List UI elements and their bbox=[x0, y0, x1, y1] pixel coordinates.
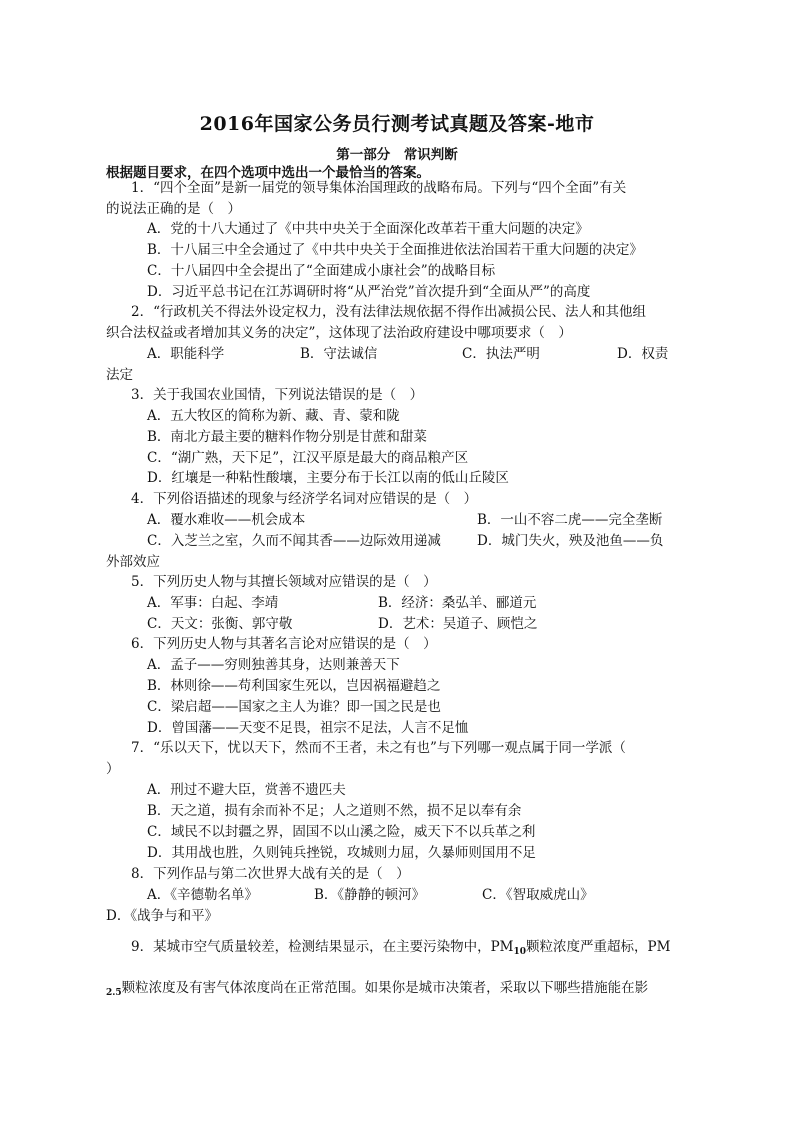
question-2-option-d: D．权责 bbox=[617, 346, 669, 362]
question-4-option-c: C．入芝兰之室，久而不闻其香——边际效用递减 bbox=[147, 533, 441, 549]
question-3-option-b: B．南北方最主要的糖料作物分别是甘蔗和甜菜 bbox=[147, 429, 427, 445]
question-7-option-d: D．其用战也胜，久则钝兵挫锐，攻城则力屈，久暴师则国用不足 bbox=[147, 845, 536, 861]
question-3-stem: 3．关于我国农业国情，下列说法错误的是（ ） bbox=[131, 387, 424, 403]
question-8-option-b: B．《静静的顿河》 bbox=[314, 887, 426, 903]
question-6-stem: 6．下列历史人物与其著名言论对应错误的是（ ） bbox=[131, 636, 437, 652]
question-5-stem: 5．下列历史人物与其擅长领域对应错误的是（ ） bbox=[131, 574, 437, 590]
question-5-option-c: C．天文：张衡、郭守敬 bbox=[147, 616, 293, 632]
question-7-option-a: A．刑过不避大臣，赏善不遗匹夫 bbox=[147, 782, 346, 798]
question-7-stem-cont: ） bbox=[106, 761, 120, 777]
question-3-option-a: A．五大牧区的简称为新、藏、青、蒙和陇 bbox=[147, 408, 400, 424]
question-8-option-a: A．《辛德勒名单》 bbox=[147, 887, 258, 903]
question-4-stem: 4．下列俗语描述的现象与经济学名词对应错误的是（ ） bbox=[131, 491, 478, 507]
question-4-option-d: D．城门失火，殃及池鱼——负 bbox=[477, 533, 664, 549]
question-1-option-c: C．十八届四中全会提出了“全面建成小康社会”的战略目标 bbox=[147, 263, 496, 279]
question-3-option-c: C．“湖广熟，天下足”，江汉平原是最大的商品粮产区 bbox=[147, 450, 469, 466]
pm10-subscript: 10 bbox=[513, 947, 527, 957]
question-1-stem: 1．“四个全面”是新一届党的领导集体治国理政的战略布局。下列与“四个全面”有关 bbox=[131, 180, 627, 196]
question-2-option-a: A．职能科学 bbox=[147, 346, 225, 362]
question-5-option-b: B．经济：桑弘羊、郦道元 bbox=[378, 595, 537, 611]
question-9-text-1: 9．某城市空气质量较差，检测结果显示，在主要污染物中，PM bbox=[131, 939, 514, 955]
question-6-option-b: B．林则徐——苟利国家生死以，岂因祸福避趋之 bbox=[147, 678, 441, 694]
question-9-text-3: 颗粒浓度及有害气体浓度尚在正常范围。如果你是城市决策者，采取以下哪些措施能在影 bbox=[121, 980, 649, 996]
question-2-stem: 2．“行政机关不得法外设定权力，没有法律法规依据不得作出减损公民、法人和其他组 bbox=[131, 304, 646, 320]
question-8-option-c: C．《智取威虎山》 bbox=[482, 887, 594, 903]
question-7-option-b: B．天之道，损有余而补不足；人之道则不然，损不足以奉有余 bbox=[147, 803, 522, 819]
question-8-option-d: D．《战争与和平》 bbox=[106, 908, 219, 924]
question-1-option-d: D．习近平总书记在江苏调研时将“从严治党”首次提升到“全面从严”的高度 bbox=[147, 284, 591, 300]
pm25-subscript: 2.5 bbox=[106, 988, 122, 998]
question-9-text-2: 颗粒浓度严重超标，PM bbox=[526, 939, 671, 955]
question-3-option-d: D．红壤是一种粘性酸壤，主要分布于长江以南的低山丘陵区 bbox=[147, 470, 509, 486]
instruction-text: 根据题目要求，在四个选项中选出一个最恰当的答案。 bbox=[106, 165, 430, 181]
question-4-option-a: A．覆水难收——机会成本 bbox=[147, 512, 306, 528]
question-7-option-c: C．域民不以封疆之界，固国不以山溪之险，威天下不以兵革之利 bbox=[147, 824, 536, 840]
question-1-stem-cont: 的说法正确的是（ ） bbox=[106, 201, 241, 217]
question-2-option-d-cont: 法定 bbox=[106, 367, 133, 383]
question-7-stem: 7．“乐以天下，忧以天下，然而不王者，未之有也”与下列哪一观点属于同一学派（ bbox=[131, 740, 626, 756]
question-2-stem-cont: 织合法权益或者增加其义务的决定”，这体现了法治政府建设中哪项要求（ ） bbox=[106, 325, 572, 341]
question-5-option-d: D．艺术：吴道子、顾恺之 bbox=[378, 616, 538, 632]
question-8-stem: 8．下列作品与第二次世界大战有关的是（ ） bbox=[131, 866, 410, 882]
question-9-stem bbox=[131, 939, 670, 961]
question-4-option-b: B．一山不容二虎——完全垄断 bbox=[477, 512, 663, 528]
question-9-stem-cont bbox=[106, 980, 648, 1002]
section-heading: 第一部分 常识判断 bbox=[336, 147, 458, 163]
question-4-option-d-cont: 外部效应 bbox=[106, 554, 160, 570]
document-title: 2016年国家公务员行测考试真题及答案-地市 bbox=[199, 113, 595, 135]
question-6-option-a: A．孟子——穷则独善其身，达则兼善天下 bbox=[147, 657, 400, 673]
question-2-option-b: B．守法诚信 bbox=[300, 346, 378, 362]
question-6-option-d: D．曾国藩——天变不足畏，祖宗不足法，人言不足恤 bbox=[147, 720, 469, 736]
question-1-option-a: A．党的十八大通过了《中共中央关于全面深化改革若干重大问题的决定》 bbox=[147, 221, 589, 237]
question-2-option-c: C．执法严明 bbox=[462, 346, 540, 362]
question-6-option-c: C．梁启超——国家之主人为谁？即一国之民是也 bbox=[147, 699, 441, 715]
question-5-option-a: A．军事：白起、李靖 bbox=[147, 595, 279, 611]
question-1-option-b: B．十八届三中全会通过了《中共中央关于全面推进依法治国若干重大问题的决定》 bbox=[147, 242, 643, 258]
